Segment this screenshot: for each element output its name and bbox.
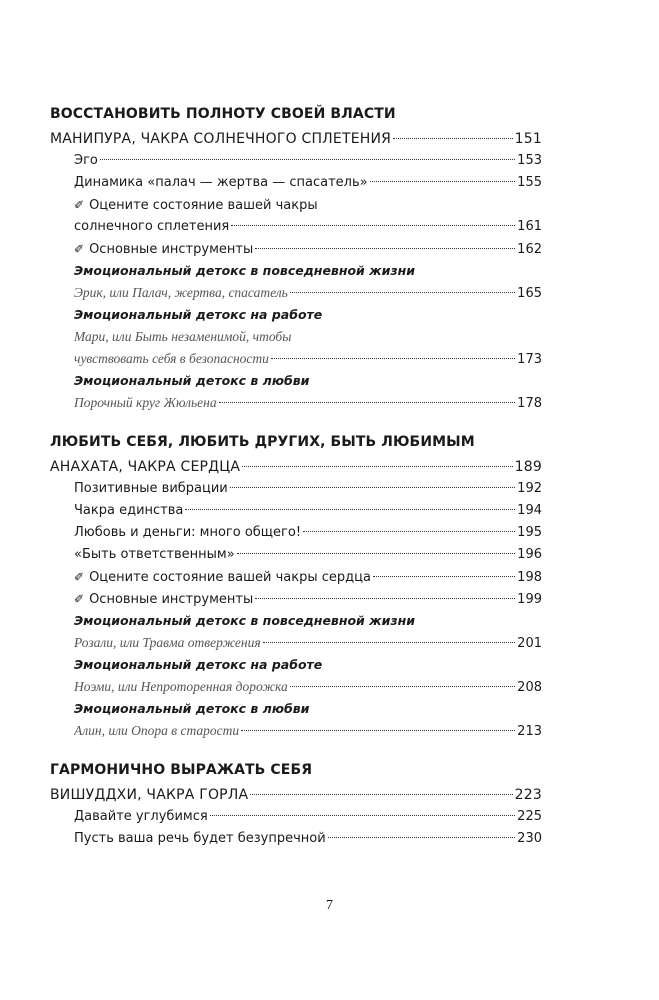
entry-label: Мари, или Быть незаменимой, чтобы: [74, 329, 292, 344]
entry-page-number: 201: [517, 636, 542, 651]
dot-leader: [231, 212, 515, 226]
entry-label: Эмоциональный детокс в повседневной жизни: [74, 263, 416, 278]
dot-leader: [250, 780, 512, 795]
toc-entry: [50, 282, 542, 304]
entry-page-number: 192: [517, 481, 542, 496]
entry-label: «Быть ответственным»: [74, 547, 235, 562]
dot-leader: [255, 235, 515, 249]
entry-page-number: 155: [517, 175, 542, 190]
toc-entry: [50, 238, 542, 260]
entry-page-number: 195: [517, 525, 542, 540]
entry-label: Любовь и деньги: много общего!: [74, 525, 302, 540]
toc-entry: [50, 720, 542, 742]
dot-leader: [393, 124, 513, 139]
dot-leader: [230, 474, 515, 488]
entry-label: чувствовать себя в безопасности: [74, 351, 269, 366]
dot-leader: [255, 585, 515, 599]
entry-label: ВИШУДДХИ, ЧАКРА ГОРЛА: [50, 787, 249, 803]
entry-label: Позитивные вибрации: [74, 481, 228, 496]
pen-icon-entry-label: ✐ Основные инструменты: [74, 588, 253, 611]
toc-entry: [50, 828, 542, 850]
section-title: ГАРМОНИЧНО ВЫРАЖАТЬ СЕБЯ: [50, 762, 313, 778]
dot-leader: [185, 496, 515, 510]
page-number: 7: [326, 898, 333, 913]
entry-page-number: 208: [517, 680, 542, 695]
table-of-contents: [50, 104, 542, 868]
toc-section: [50, 760, 542, 850]
entry-page-number: 173: [517, 352, 542, 367]
dot-leader: [290, 673, 515, 688]
entry-page-number: 165: [517, 286, 542, 301]
pen-icon-entry-label: ✐ Основные инструменты: [74, 238, 253, 261]
entry-label: Эрик, или Палач, жертва, спасатель: [74, 285, 288, 300]
toc-entry: [50, 632, 542, 654]
entry-label: АНАХАТА, ЧАКРА СЕРДЦА: [50, 459, 241, 475]
entry-label: Розали, или Травма отвержения: [74, 635, 261, 650]
entry-label: Эмоциональный детокс на работе: [74, 657, 323, 672]
entry-page-number: 189: [514, 459, 542, 475]
entry-page-number: 213: [517, 724, 542, 739]
entry-page-number: 225: [517, 809, 542, 824]
entry-page-number: 196: [517, 547, 542, 562]
dot-leader: [237, 540, 516, 554]
pen-icon-entry-label: ✐ Оцените состояние вашей чакры: [74, 194, 318, 217]
entry-page-number: 162: [517, 242, 542, 257]
entry-label: Порочный круг Жюльена: [74, 395, 217, 410]
dot-leader: [271, 345, 515, 360]
entry-page-number: 161: [517, 219, 542, 234]
entry-page-number: 230: [517, 831, 542, 846]
dot-leader: [303, 518, 515, 532]
toc-entry: [50, 676, 542, 698]
toc-entry: [50, 588, 542, 610]
dot-leader: [241, 717, 515, 732]
entry-label: Эмоциональный детокс на работе: [74, 307, 323, 322]
section-title: ЛЮБИТЬ СЕБЯ, ЛЮБИТЬ ДРУГИХ, БЫТЬ ЛЮБИМЫМ: [50, 434, 475, 450]
entry-label: Пусть ваша речь будет безупречной: [74, 831, 326, 846]
entry-label: Эго: [74, 153, 98, 168]
dot-leader: [263, 629, 516, 644]
entry-page-number: 194: [517, 503, 542, 518]
dot-leader: [210, 802, 516, 816]
entry-page-number: 199: [517, 592, 542, 607]
entry-label: Динамика «палач — жертва — спасатель»: [74, 175, 368, 190]
toc-entry: [50, 392, 542, 414]
entry-label: Эмоциональный детокс в повседневной жизни: [74, 613, 416, 628]
toc-section: [50, 104, 542, 414]
entry-label: Эмоциональный детокс в любви: [74, 701, 310, 716]
section-title: ВОССТАНОВИТЬ ПОЛНОТУ СВОЕЙ ВЛАСТИ: [50, 106, 396, 122]
dot-leader: [100, 146, 515, 160]
dot-leader: [242, 452, 513, 467]
entry-label: Алин, или Опора в старости: [74, 723, 240, 738]
pen-icon-entry-label: ✐ Оцените состояние вашей чакры сердца: [74, 566, 371, 589]
subsection-heading: [50, 304, 542, 326]
entry-page-number: 151: [514, 131, 542, 147]
toc-entry: [50, 348, 542, 370]
entry-page-number: 153: [517, 153, 542, 168]
dot-leader: [373, 563, 515, 577]
dot-leader: [290, 279, 515, 294]
dot-leader: [370, 168, 516, 182]
toc-entry: [50, 172, 542, 194]
dot-leader: [219, 389, 516, 404]
entry-page-number: 178: [517, 396, 542, 411]
entry-page-number: 198: [517, 570, 542, 585]
dot-leader: [328, 824, 515, 838]
entry-label: МАНИПУРА, ЧАКРА СОЛНЕЧНОГО СПЛЕТЕНИЯ: [50, 131, 392, 147]
toc-section: [50, 432, 542, 742]
entry-label: Эмоциональный детокс в любви: [74, 373, 310, 388]
entry-label: Чакра единства: [74, 503, 184, 518]
entry-label: солнечного сплетения: [74, 219, 230, 234]
entry-page-number: 223: [514, 787, 542, 803]
entry-label: Давайте углубимся: [74, 809, 208, 824]
entry-label: Ноэми, или Непроторенная дорожка: [74, 679, 288, 694]
